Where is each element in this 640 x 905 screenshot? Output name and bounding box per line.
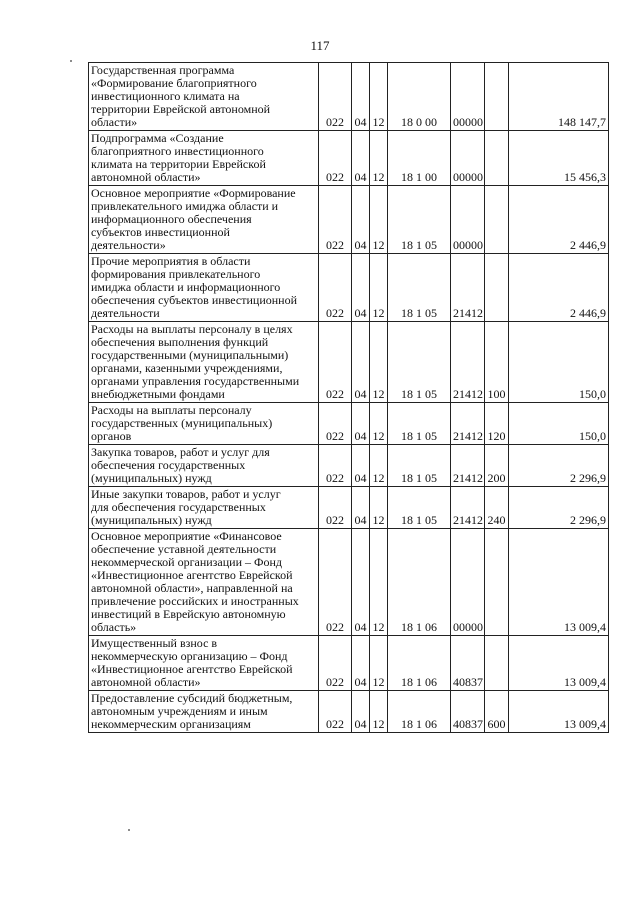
cell-section: 04 — [352, 254, 370, 322]
cell-expense-type — [485, 186, 509, 254]
cell-description: Иные закупки товаров, работ и услуг для обеспечения государственных (муниципальных) нужд — [89, 487, 319, 529]
cell-amount: 148 147,7 — [509, 63, 609, 131]
cell-amount: 15 456,3 — [509, 131, 609, 186]
cell-expense-type — [485, 254, 509, 322]
table-row — [89, 445, 609, 487]
cell-grbs-code: 022 — [319, 186, 352, 254]
cell-amount: 150,0 — [509, 322, 609, 403]
cell-grbs-code: 022 — [319, 254, 352, 322]
cell-section: 04 — [352, 63, 370, 131]
cell-direction-code: 21412 — [451, 403, 485, 445]
table-body — [89, 63, 609, 733]
cell-grbs-code: 022 — [319, 322, 352, 403]
cell-section: 04 — [352, 691, 370, 733]
cell-expense-type: 100 — [485, 322, 509, 403]
cell-direction-code: 00000 — [451, 186, 485, 254]
cell-target-article: 18 1 06 — [388, 636, 451, 691]
cell-expense-type — [485, 529, 509, 636]
cell-subsection: 12 — [370, 529, 388, 636]
cell-section: 04 — [352, 186, 370, 254]
cell-grbs-code: 022 — [319, 487, 352, 529]
page-number: 117 — [310, 38, 330, 53]
cell-direction-code: 21412 — [451, 487, 485, 529]
cell-target-article: 18 1 00 — [388, 131, 451, 186]
table-row — [89, 131, 609, 186]
cell-description: Закупка товаров, работ и услуг для обеспечения государственных (муниципальных) нужд — [89, 445, 319, 487]
cell-description: Государственная программа «Формирование благоприятного инвестиционного климата на территории Еврейской автономной области» — [89, 63, 319, 131]
cell-subsection: 12 — [370, 63, 388, 131]
cell-subsection: 12 — [370, 322, 388, 403]
table-row — [89, 487, 609, 529]
cell-subsection: 12 — [370, 131, 388, 186]
cell-direction-code: 40837 — [451, 691, 485, 733]
table-row — [89, 691, 609, 733]
cell-direction-code: 21412 — [451, 322, 485, 403]
cell-section: 04 — [352, 636, 370, 691]
cell-section: 04 — [352, 322, 370, 403]
cell-grbs-code: 022 — [319, 445, 352, 487]
cell-grbs-code: 022 — [319, 63, 352, 131]
cell-section: 04 — [352, 445, 370, 487]
cell-direction-code: 00000 — [451, 529, 485, 636]
cell-amount: 13 009,4 — [509, 691, 609, 733]
scan-speck — [70, 60, 72, 62]
cell-section: 04 — [352, 487, 370, 529]
cell-target-article: 18 1 05 — [388, 403, 451, 445]
cell-description: Основное мероприятие «Финансовое обеспечение уставной деятельности некоммерческой организации – Фонд «Инвестиционное агентство Еврейской автономной области», направленной на привлечение российских и иностранных инвестиций в Еврейскую автономную область» — [89, 529, 319, 636]
cell-subsection: 12 — [370, 487, 388, 529]
cell-grbs-code: 022 — [319, 529, 352, 636]
cell-direction-code: 40837 — [451, 636, 485, 691]
cell-expense-type — [485, 63, 509, 131]
table-row — [89, 529, 609, 636]
cell-section: 04 — [352, 529, 370, 636]
table-row — [89, 186, 609, 254]
table-row — [89, 403, 609, 445]
cell-target-article: 18 1 05 — [388, 186, 451, 254]
cell-grbs-code: 022 — [319, 131, 352, 186]
cell-description: Прочие мероприятия в области формирования привлекательного имиджа области и информационного обеспечения субъектов инвестиционной деятельности — [89, 254, 319, 322]
cell-amount: 2 446,9 — [509, 254, 609, 322]
cell-target-article: 18 0 00 — [388, 63, 451, 131]
cell-amount: 150,0 — [509, 403, 609, 445]
cell-target-article: 18 1 06 — [388, 529, 451, 636]
cell-description: Расходы на выплаты персоналу государственных (муниципальных) органов — [89, 403, 319, 445]
scan-speck — [128, 829, 130, 831]
cell-section: 04 — [352, 403, 370, 445]
cell-expense-type: 200 — [485, 445, 509, 487]
cell-amount: 13 009,4 — [509, 529, 609, 636]
cell-direction-code: 00000 — [451, 63, 485, 131]
table-row — [89, 254, 609, 322]
cell-direction-code: 00000 — [451, 131, 485, 186]
cell-amount: 13 009,4 — [509, 636, 609, 691]
cell-amount: 2 296,9 — [509, 445, 609, 487]
cell-expense-type — [485, 636, 509, 691]
cell-expense-type — [485, 131, 509, 186]
cell-description: Расходы на выплаты персоналу в целях обеспечения выполнения функций государственными (муниципальными) органами, казенными учреждениями, органами управления государственными внебюджетными фондами — [89, 322, 319, 403]
cell-expense-type: 600 — [485, 691, 509, 733]
cell-subsection: 12 — [370, 445, 388, 487]
cell-section: 04 — [352, 131, 370, 186]
cell-grbs-code: 022 — [319, 691, 352, 733]
cell-subsection: 12 — [370, 403, 388, 445]
table-row — [89, 322, 609, 403]
cell-subsection: 12 — [370, 636, 388, 691]
cell-description: Основное мероприятие «Формирование привлекательного имиджа области и информационного обеспечения субъектов инвестиционной деятельности» — [89, 186, 319, 254]
table-row — [89, 63, 609, 131]
cell-description: Имущественный взнос в некоммерческую организацию – Фонд «Инвестиционное агентство Еврейской автономной области» — [89, 636, 319, 691]
cell-description: Предоставление субсидий бюджетным, автономным учреждениям и иным некоммерческим организациям — [89, 691, 319, 733]
cell-expense-type: 240 — [485, 487, 509, 529]
budget-table — [88, 62, 609, 733]
cell-target-article: 18 1 05 — [388, 445, 451, 487]
cell-direction-code: 21412 — [451, 445, 485, 487]
cell-target-article: 18 1 05 — [388, 487, 451, 529]
cell-amount: 2 446,9 — [509, 186, 609, 254]
cell-subsection: 12 — [370, 691, 388, 733]
cell-description: Подпрограмма «Создание благоприятного инвестиционного климата на территории Еврейской автономной области» — [89, 131, 319, 186]
cell-grbs-code: 022 — [319, 403, 352, 445]
cell-amount: 2 296,9 — [509, 487, 609, 529]
cell-target-article: 18 1 05 — [388, 254, 451, 322]
table-row — [89, 636, 609, 691]
cell-target-article: 18 1 05 — [388, 322, 451, 403]
cell-subsection: 12 — [370, 186, 388, 254]
cell-grbs-code: 022 — [319, 636, 352, 691]
cell-target-article: 18 1 06 — [388, 691, 451, 733]
cell-subsection: 12 — [370, 254, 388, 322]
cell-expense-type: 120 — [485, 403, 509, 445]
cell-direction-code: 21412 — [451, 254, 485, 322]
